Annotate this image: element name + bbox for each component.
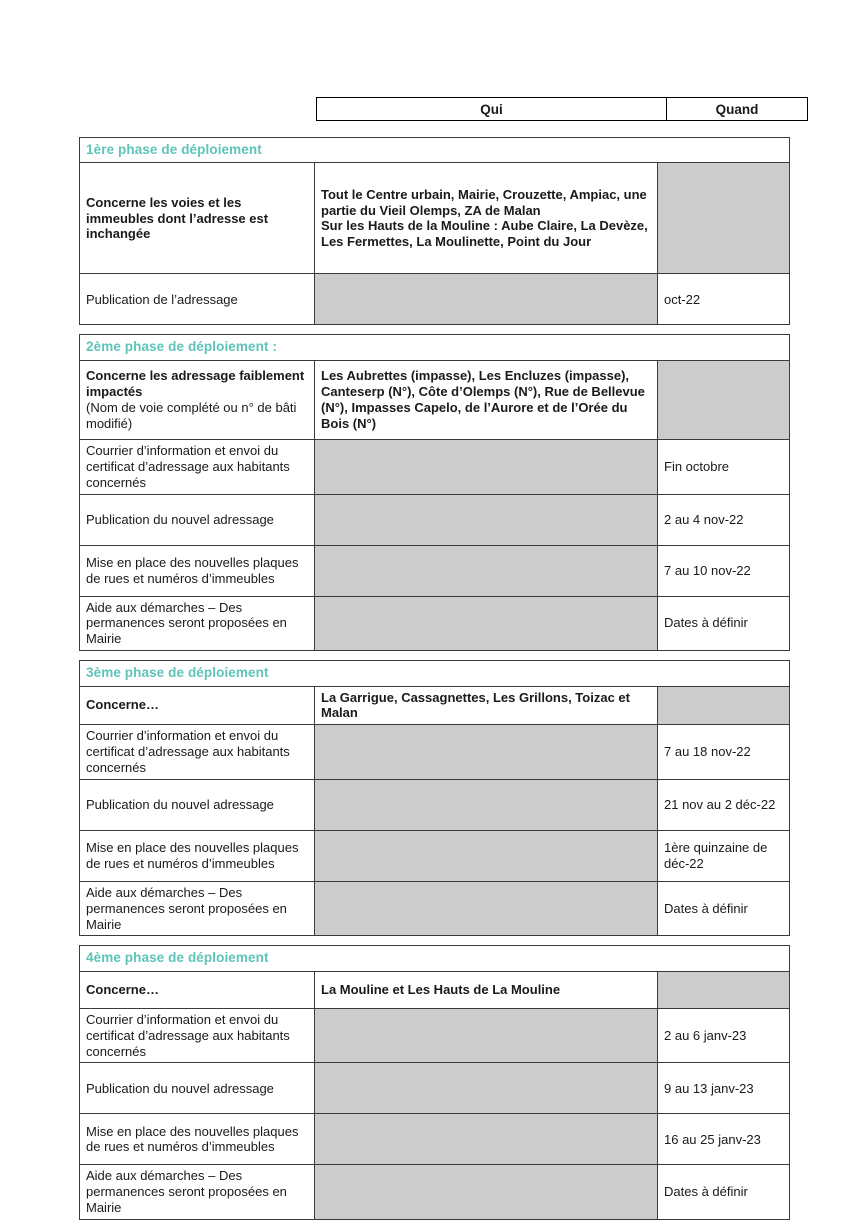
column-header-row — [317, 98, 808, 121]
row-action-cell — [80, 830, 315, 881]
row-qui-cell — [315, 830, 658, 881]
row-quand-cell: 9 au 13 janv-23 — [658, 1063, 790, 1114]
row-quand-cell — [658, 163, 790, 274]
row-qui-cell — [315, 725, 658, 780]
phase-title: 1ère phase de déploiement — [80, 138, 790, 163]
row-quand-cell — [658, 686, 790, 725]
phase-title: 3ème phase de déploiement — [80, 661, 790, 686]
row-action-cell — [80, 881, 315, 936]
table-row — [80, 596, 790, 651]
row-quand-cell: 7 au 10 nov-22 — [658, 545, 790, 596]
row-action-cell — [80, 779, 315, 830]
row-action-label: Concerne les voies et les immeubles dont l’adresse est inchangée — [86, 194, 269, 242]
row-action-note: (Nom de voie complété ou n° de bâti modifié) — [86, 399, 297, 431]
deployment-schedule-table — [79, 137, 790, 1220]
row-action-cell — [80, 1063, 315, 1114]
column-header-quand: Quand — [667, 98, 808, 121]
row-qui-cell — [315, 1063, 658, 1114]
row-qui-cell: Les Aubrettes (impasse), Les Encluzes (impasse), Canteserp (N°), Côte d’Olemps (N°), Rue de Bellevue (N°), Impasses Capelo, de l’Aurore et de l’Orée du Bois (N°) — [315, 360, 658, 439]
row-action-label: Concerne les adressage faiblement impactés — [86, 368, 305, 400]
row-action-cell — [80, 686, 315, 725]
table-row — [80, 274, 790, 325]
row-action-label: Mise en place des nouvelles plaques de rues et numéros d’immeubles — [86, 1123, 299, 1155]
column-header-table — [316, 97, 808, 121]
row-action-label: Publication de l’adressage — [86, 291, 238, 307]
row-action-cell — [80, 971, 315, 1008]
row-action-label: Aide aux démarches – Des permanences seront proposées en Mairie — [86, 599, 287, 647]
row-action-label: Mise en place des nouvelles plaques de rues et numéros d’immeubles — [86, 840, 299, 871]
row-qui-cell — [315, 1114, 658, 1165]
row-action-cell — [80, 545, 315, 596]
row-quand-cell: oct-22 — [658, 274, 790, 325]
row-action-label: Courrier d’information et envoi du certificat d’adressage aux habitants concernés — [86, 728, 290, 775]
table-row — [80, 779, 790, 830]
phase-spacer — [80, 651, 790, 661]
row-quand-cell: 7 au 18 nov-22 — [658, 725, 790, 780]
row-action-cell — [80, 360, 315, 439]
phase-title: 2ème phase de déploiement : — [80, 335, 790, 360]
row-quand-cell: 21 nov au 2 déc-22 — [658, 779, 790, 830]
row-quand-cell: 16 au 25 janv-23 — [658, 1114, 790, 1165]
phase-spacer-cell — [80, 651, 790, 661]
row-action-cell — [80, 1114, 315, 1165]
table-row — [80, 971, 790, 1008]
row-action-label: Publication du nouvel adressage — [86, 511, 274, 527]
row-quand-cell: 2 au 6 janv-23 — [658, 1008, 790, 1063]
table-row — [80, 360, 790, 439]
row-quand-cell: 1ère quinzaine de déc-22 — [658, 830, 790, 881]
row-action-cell — [80, 596, 315, 651]
row-qui-cell — [315, 596, 658, 651]
table-row — [80, 725, 790, 780]
row-qui-cell — [315, 1165, 658, 1220]
row-action-label: Courrier d’information et envoi du certificat d’adressage aux habitants concernés — [86, 1011, 290, 1059]
row-qui-cell — [315, 779, 658, 830]
table-row — [80, 686, 790, 725]
row-action-cell — [80, 725, 315, 780]
phase-spacer-cell — [80, 325, 790, 335]
table-row — [80, 545, 790, 596]
row-quand-cell: Dates à définir — [658, 881, 790, 936]
row-qui-cell — [315, 494, 658, 545]
row-action-cell — [80, 274, 315, 325]
table-row — [80, 881, 790, 936]
row-action-label: Publication du nouvel adressage — [86, 796, 274, 812]
row-qui-cell — [315, 274, 658, 325]
row-quand-cell: Dates à définir — [658, 596, 790, 651]
row-qui-cell: Tout le Centre urbain, Mairie, Crouzette, Ampiac, une partie du Vieil Olemps, ZA de Malan Sur les Hauts de la Mouline : Aube Claire, La Devèze, Les Fermettes, La Moulinette, Point du Jour — [315, 163, 658, 274]
phase-header-row — [80, 335, 790, 360]
row-qui-cell — [315, 439, 658, 494]
row-quand-cell: Fin octobre — [658, 439, 790, 494]
row-qui-cell — [315, 545, 658, 596]
table-row — [80, 1008, 790, 1063]
table-row — [80, 830, 790, 881]
table-row — [80, 1114, 790, 1165]
row-action-cell — [80, 1165, 315, 1220]
row-qui-cell: La Garrigue, Cassagnettes, Les Grillons, Toizac et Malan — [315, 686, 658, 725]
row-action-cell — [80, 163, 315, 274]
row-qui-cell — [315, 881, 658, 936]
table-row — [80, 163, 790, 274]
phase-header-row — [80, 138, 790, 163]
table-row — [80, 439, 790, 494]
row-action-cell — [80, 494, 315, 545]
row-action-label: Mise en place des nouvelles plaques de rues et numéros d’immeubles — [86, 554, 299, 586]
phase-header-row — [80, 946, 790, 971]
phase-header-row — [80, 661, 790, 686]
phase-spacer — [80, 325, 790, 335]
row-quand-cell — [658, 360, 790, 439]
table-row — [80, 494, 790, 545]
phase-spacer-cell — [80, 936, 790, 946]
row-quand-cell: 2 au 4 nov-22 — [658, 494, 790, 545]
phase-spacer — [80, 936, 790, 946]
row-action-label: Concerne… — [86, 697, 159, 713]
row-quand-cell — [658, 971, 790, 1008]
row-qui-cell: La Mouline et Les Hauts de La Mouline — [315, 971, 658, 1008]
row-qui-cell — [315, 1008, 658, 1063]
table-row — [80, 1063, 790, 1114]
phase-title: 4ème phase de déploiement — [80, 946, 790, 971]
row-action-cell — [80, 1008, 315, 1063]
row-quand-cell: Dates à définir — [658, 1165, 790, 1220]
table-row — [80, 1165, 790, 1220]
row-action-label: Courrier d’information et envoi du certificat d’adressage aux habitants concernés — [86, 442, 290, 490]
table-body — [80, 138, 790, 1220]
row-action-label: Aide aux démarches – Des permanences seront proposées en Mairie — [86, 884, 287, 932]
row-action-cell — [80, 439, 315, 494]
column-header-qui: Qui — [317, 98, 667, 121]
row-action-label: Publication du nouvel adressage — [86, 1080, 274, 1096]
row-action-label: Concerne… — [86, 981, 159, 997]
row-action-label: Aide aux démarches – Des permanences seront proposées en Mairie — [86, 1168, 287, 1216]
